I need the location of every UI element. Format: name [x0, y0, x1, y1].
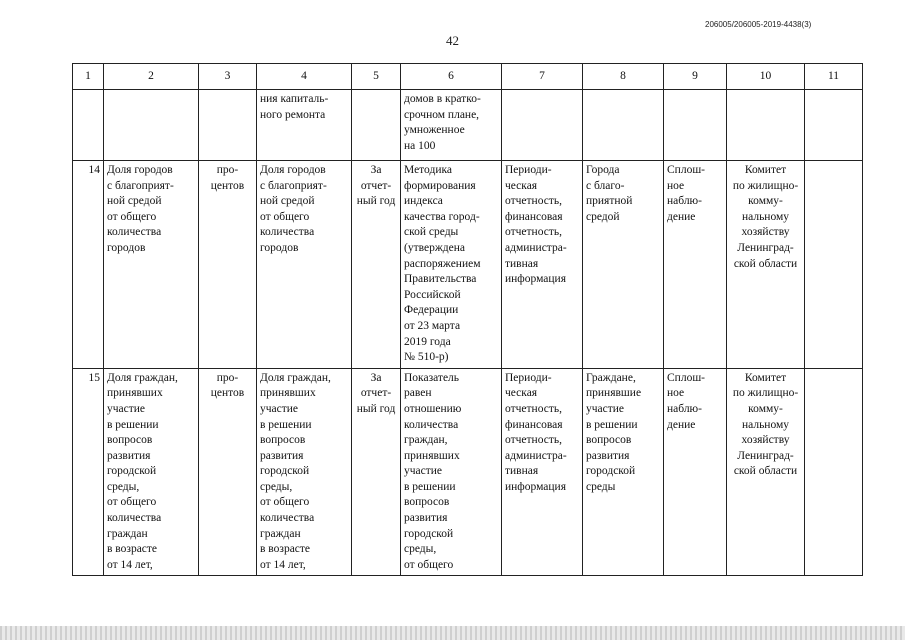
column-number: 7	[502, 64, 583, 90]
table-cell	[727, 90, 805, 161]
scan-edge	[0, 626, 905, 640]
cell-line: наблю-	[667, 195, 702, 208]
cell-line: в решении	[107, 418, 159, 431]
unit-of-observation-cell	[583, 161, 664, 369]
cell-line: с благоприят-	[260, 179, 327, 192]
cell-line: нальному	[741, 418, 790, 431]
cell-line: Доля городов	[107, 164, 173, 176]
column-number: 9	[664, 64, 727, 90]
table-row-continuation	[73, 90, 863, 161]
cell-line: от общего	[107, 496, 157, 509]
row-number: 15	[73, 368, 104, 576]
cell-line: Периоди-	[505, 371, 552, 384]
cell-line: Федерации	[404, 304, 459, 317]
cell-line: принявших	[107, 387, 163, 400]
cell-line: домов в кратко-	[404, 93, 481, 105]
cell-line: граждан	[260, 527, 301, 540]
cell-line: Доля граждан,	[107, 371, 178, 384]
cell-line: индекса	[404, 195, 443, 208]
cell-line: Ленинград-	[737, 241, 794, 254]
cell-line: среды,	[107, 480, 140, 493]
document-id: 206005/206005-2019-4438(3)	[705, 20, 812, 29]
cell-line: принявших	[404, 449, 460, 462]
cell-line: количества	[260, 226, 315, 239]
cell-line: вопросов	[586, 434, 632, 447]
cell-line: финансовая	[505, 210, 563, 223]
cell-line: развития	[107, 449, 151, 462]
table-cell	[257, 90, 352, 161]
cell-line: городов	[260, 241, 299, 254]
cell-line: администра-	[505, 449, 567, 462]
cell-line: комму-	[748, 402, 783, 415]
row-number: 14	[73, 161, 104, 369]
table-cell	[104, 90, 199, 161]
table-cell	[583, 90, 664, 161]
cell-line: от 14 лет,	[107, 558, 153, 571]
cell-line: хозяйству	[741, 226, 790, 239]
cell-line: ной средой	[107, 195, 162, 208]
cell-line: приятной	[586, 195, 633, 208]
cell-line: про-	[216, 164, 239, 176]
responsible-cell	[727, 368, 805, 576]
table-cell	[664, 90, 727, 161]
table-cell	[805, 368, 863, 576]
observation-method-cell	[664, 161, 727, 369]
cell-line: ния капиталь-	[260, 93, 329, 105]
cell-line: За	[370, 164, 382, 176]
indicator-name	[104, 161, 199, 369]
cell-line: № 510-р)	[404, 351, 449, 364]
cell-line: Периоди-	[505, 164, 552, 176]
cell-line: вопросов	[260, 434, 306, 447]
column-number: 11	[805, 64, 863, 90]
cell-line: отчетность,	[505, 195, 562, 208]
cell-line: городской	[586, 465, 636, 478]
cell-line: ской среды	[404, 226, 459, 239]
cell-line: наблю-	[667, 402, 702, 415]
table-row-15	[73, 368, 863, 576]
cell-line: участие	[586, 402, 625, 415]
cell-line: городской	[404, 527, 454, 540]
cell-line: отчет-	[360, 387, 392, 400]
cell-line: в возрасте	[260, 543, 311, 556]
cell-line: среды	[586, 480, 616, 493]
cell-line: центов	[210, 387, 245, 400]
cell-line: с благоприят-	[107, 179, 174, 192]
cell-line: Ленинград-	[737, 449, 794, 462]
cell-line: граждан	[107, 527, 148, 540]
table-cell	[73, 90, 104, 161]
method-cell	[401, 368, 502, 576]
cell-line: Сплош-	[667, 371, 705, 384]
cell-line: администра-	[505, 241, 567, 254]
cell-line: 2019 года	[404, 335, 451, 348]
cell-line: отчетность,	[505, 402, 562, 415]
cell-line: центов	[210, 179, 245, 192]
cell-line: нальному	[741, 210, 790, 223]
cell-line: равен	[404, 387, 432, 400]
cell-line: Города	[586, 164, 620, 176]
cell-line: хозяйству	[741, 434, 790, 447]
column-number: 6	[401, 64, 502, 90]
cell-line: комму-	[748, 195, 783, 208]
cell-line: ской области	[733, 465, 798, 478]
cell-line: от общего	[404, 558, 454, 571]
cell-line: по жилищно-	[732, 179, 799, 192]
cell-line: городской	[260, 465, 310, 478]
column-number: 2	[104, 64, 199, 90]
cell-line: отчет-	[360, 179, 392, 192]
unit-cell	[199, 368, 257, 576]
cell-line: вопросов	[404, 496, 450, 509]
table-cell	[401, 90, 502, 161]
method-cell	[401, 161, 502, 369]
column-number: 1	[73, 64, 104, 90]
cell-line: в решении	[404, 480, 456, 493]
period-cell	[352, 368, 401, 576]
cell-line: принявшие	[586, 387, 642, 400]
unit-cell	[199, 161, 257, 369]
cell-line: ческая	[505, 387, 538, 400]
indicator-name	[104, 368, 199, 576]
definition-cell	[257, 161, 352, 369]
cell-line: финансовая	[505, 418, 563, 431]
cell-line: Показатель	[404, 371, 460, 384]
cell-line: ной средой	[260, 195, 315, 208]
cell-line: количества	[260, 512, 315, 525]
cell-line: участие	[107, 402, 146, 415]
cell-line: принявших	[260, 387, 316, 400]
responsible-cell	[727, 161, 805, 369]
cell-line: в возрасте	[107, 543, 158, 556]
table-row-14	[73, 161, 863, 369]
cell-line: развития	[404, 512, 448, 525]
cell-line: распоряжением	[404, 257, 481, 270]
cell-line: срочном плане,	[404, 108, 480, 121]
cell-line: Комитет	[744, 371, 787, 384]
cell-line: Правительства	[404, 273, 477, 286]
period-cell	[352, 161, 401, 369]
cell-line: с благо-	[586, 179, 625, 192]
cell-line: ческая	[505, 179, 538, 192]
cell-line: Доля городов	[260, 164, 326, 176]
cell-line: среды,	[260, 480, 293, 493]
cell-line: качества город-	[404, 210, 480, 223]
observation-method-cell	[664, 368, 727, 576]
cell-line: от 14 лет,	[260, 558, 306, 571]
cell-line: За	[370, 371, 382, 384]
cell-line: Методика	[404, 164, 452, 176]
source-cell	[502, 368, 583, 576]
table-cell	[502, 90, 583, 161]
cell-line: формирования	[404, 179, 476, 192]
page-number: 42	[446, 33, 459, 48]
cell-line: участие	[404, 465, 443, 478]
cell-line: количества	[107, 226, 162, 239]
cell-line: средой	[586, 210, 620, 223]
cell-line: в решении	[586, 418, 638, 431]
column-number: 4	[257, 64, 352, 90]
cell-line: ное	[667, 179, 685, 192]
cell-line: развития	[260, 449, 304, 462]
table-cell	[199, 90, 257, 161]
column-number: 10	[727, 64, 805, 90]
cell-line: развития	[586, 449, 630, 462]
cell-line: Доля граждан,	[260, 371, 331, 384]
cell-line: отчетность,	[505, 226, 562, 239]
column-number: 3	[199, 64, 257, 90]
cell-line: умноженное	[404, 124, 465, 137]
cell-line: тивная	[505, 257, 539, 270]
cell-line: отношению	[404, 402, 462, 415]
cell-line: дение	[667, 210, 696, 223]
cell-line: Сплош-	[667, 164, 705, 176]
definition-cell	[257, 368, 352, 576]
cell-line: в решении	[260, 418, 312, 431]
cell-line: про-	[216, 371, 239, 384]
cell-line: от общего	[260, 496, 310, 509]
cell-line: тивная	[505, 465, 539, 478]
table-cell	[805, 161, 863, 369]
cell-line: количества	[404, 418, 459, 431]
unit-of-observation-cell	[583, 368, 664, 576]
cell-line: от общего	[260, 210, 310, 223]
cell-line: Российской	[404, 288, 461, 301]
cell-line: отчетность,	[505, 434, 562, 447]
cell-line: городов	[107, 241, 146, 254]
cell-line: Комитет	[744, 164, 787, 176]
source-cell	[502, 161, 583, 369]
cell-line: ный год	[356, 402, 396, 415]
cell-line: участие	[260, 402, 299, 415]
cell-line: количества	[107, 512, 162, 525]
cell-line: (утверждена	[404, 241, 465, 254]
cell-line: граждан,	[404, 434, 448, 447]
cell-line: среды,	[404, 543, 437, 556]
cell-line: на 100	[404, 139, 436, 152]
cell-line: вопросов	[107, 434, 153, 447]
cell-line: Граждане,	[586, 371, 636, 384]
cell-line: информация	[505, 480, 566, 493]
column-number: 8	[583, 64, 664, 90]
cell-line: по жилищно-	[732, 387, 799, 400]
cell-line: от общего	[107, 210, 157, 223]
cell-line: городской	[107, 465, 157, 478]
cell-line: дение	[667, 418, 696, 431]
cell-line: информация	[505, 273, 566, 286]
column-number-row	[73, 64, 863, 90]
indicator-table	[72, 63, 863, 576]
cell-line: ного ремонта	[260, 108, 326, 121]
cell-line: ное	[667, 387, 685, 400]
table-cell	[805, 90, 863, 161]
cell-line: ный год	[356, 195, 396, 208]
cell-line: от 23 марта	[404, 319, 461, 332]
column-number: 5	[352, 64, 401, 90]
table-cell	[352, 90, 401, 161]
cell-line: ской области	[733, 257, 798, 270]
